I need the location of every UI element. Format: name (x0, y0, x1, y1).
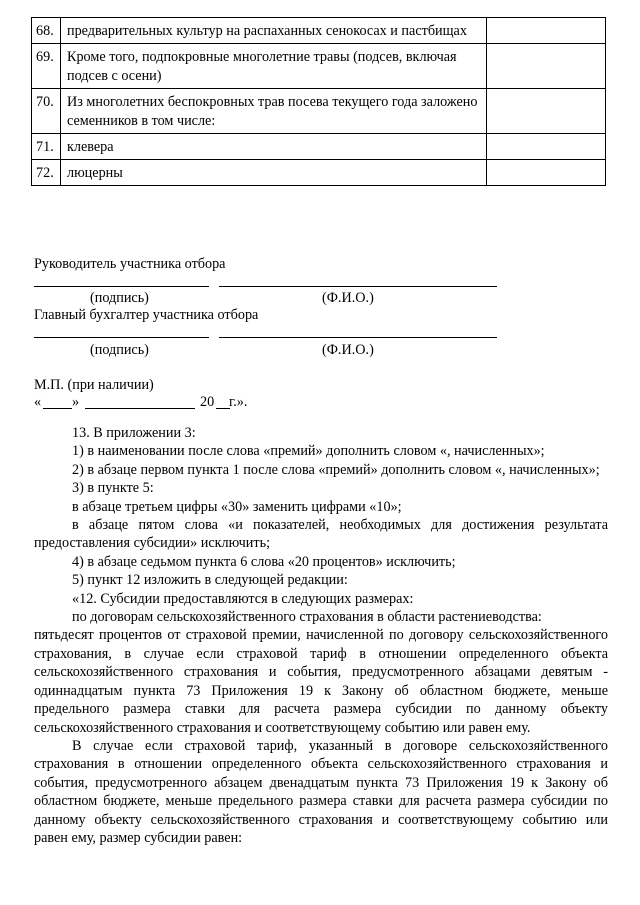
table-row (32, 44, 606, 89)
row-number: 68. (32, 18, 61, 44)
head-sign-caption: (подпись) (90, 290, 149, 306)
row-value-cell (487, 18, 606, 44)
accountant-sign-line (34, 337, 209, 338)
table-row (32, 89, 606, 134)
paragraph: пятьдесят процентов от страховой премии, начисленной по договору сельскохозяйственного страхования, в случае если страховой тариф в отношении определенного объекта сельскохозяйственного страхования и события, предусмотренного абзацами девятым - одиннадцатым пункта 73 Приложения 19 к Закону об областном бюджете, меньше предельного размера ставки для расчета размера субсидии по данному объекту сельскохозяйственного страхования и соответствующему событию или равен ему. (34, 627, 608, 736)
table-row (32, 160, 606, 186)
row-text: Кроме того, подпокровные многолетние травы (подсев, включая подсев с осени) (61, 44, 487, 89)
head-fio-caption: (Ф.И.О.) (322, 290, 374, 306)
date-year-suffix: г.». (229, 394, 248, 410)
paragraph: 1) в наименовании после слова «премий» дополнить словом «, начисленных»; (72, 443, 545, 460)
paragraph: 3) в пункте 5: (72, 480, 154, 497)
head-sign-line (34, 286, 209, 287)
date-close-quote: » (72, 394, 80, 410)
head-fio-line (219, 286, 497, 287)
row-value-cell (487, 160, 606, 186)
paragraph: «12. Субсидии предоставляются в следующих размерах: (72, 590, 414, 607)
row-text: Из многолетних беспокровных трав посева текущего года заложено семенников в том числе: (61, 89, 487, 134)
row-value-cell (487, 89, 606, 134)
paragraph: в абзаце пятом слова «и показателей, необходимых для достижения результата предоставления субсидии» исключить; (34, 517, 608, 552)
row-number: 70. (32, 89, 61, 134)
paragraph: 4) в абзаце седьмом пункта 6 слова «20 процентов» исключить; (72, 553, 456, 570)
accountant-label: Главный бухгалтер участника отбора (34, 307, 259, 323)
amendment-text (34, 424, 608, 847)
date-open-quote: « (34, 394, 42, 410)
row-number: 71. (32, 134, 61, 160)
paragraph: 13. В приложении 3: (72, 425, 196, 441)
crops-table (31, 17, 606, 186)
row-value-cell (487, 44, 606, 89)
row-text: клевера (61, 134, 487, 160)
paragraph: 2) в абзаце первом пункта 1 после слова «премий» дополнить словом «, начисленных»; (72, 461, 600, 478)
date-month-blank (85, 408, 195, 409)
accountant-fio-line (219, 337, 497, 338)
row-text: предварительных культур на распаханных сенокосах и пастбищах (61, 18, 487, 44)
date-day-blank (43, 408, 72, 409)
paragraph: в абзаце третьем цифры «30» заменить цифрами «10»; (72, 498, 402, 515)
paragraph: В случае если страховой тариф, указанный в договоре сельскохозяйственного страхования в отношении определенного объекта сельскохозяйственного страхования и события, предусмотренного абзацем двенадцатым пункта 73 Приложения 19 к Закону об областном бюджете, меньше предельного размера ставки для расчета размера субсидии по данному объекту сельскохозяйственного страхования и соответствующему событию или равен ему, размер субсидии равен: (34, 737, 608, 846)
row-text: люцерны (61, 160, 487, 186)
date-year-prefix: 20 (200, 394, 215, 410)
accountant-sign-caption: (подпись) (90, 342, 149, 358)
row-number: 69. (32, 44, 61, 89)
table-row (32, 134, 606, 160)
stamp-label: М.П. (при наличии) (34, 377, 154, 393)
paragraph: 5) пункт 12 изложить в следующей редакции: (72, 572, 348, 589)
date-year-blank (216, 408, 230, 409)
table-row (32, 18, 606, 44)
row-number: 72. (32, 160, 61, 186)
row-value-cell (487, 134, 606, 160)
paragraph: по договорам сельскохозяйственного страхования в области растениеводства: (72, 609, 542, 626)
accountant-fio-caption: (Ф.И.О.) (322, 342, 374, 358)
head-label: Руководитель участника отбора (34, 256, 226, 272)
